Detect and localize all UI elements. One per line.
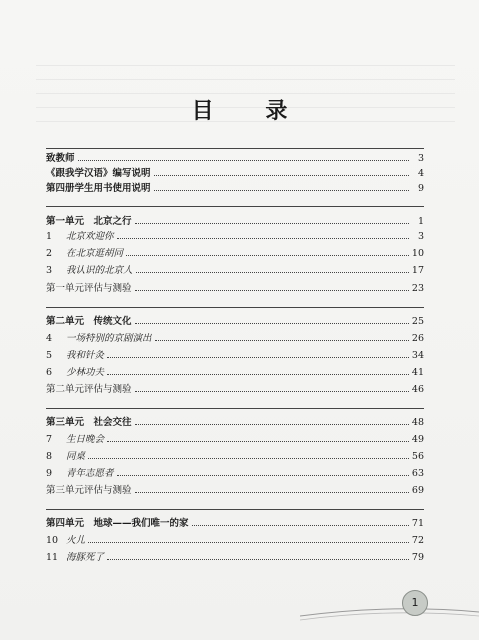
leader-dots — [135, 484, 409, 493]
toc-lesson-row[interactable] — [46, 532, 424, 546]
toc-entry-label: 致教师 — [46, 153, 75, 164]
leader-dots — [88, 450, 409, 459]
leader-dots — [135, 215, 409, 224]
toc-page-number: 72 — [411, 535, 424, 546]
lesson-number: 7 — [46, 434, 53, 445]
toc-section-row[interactable] — [46, 313, 424, 327]
leader-dots — [107, 433, 409, 442]
toc-page-number: 46 — [411, 384, 424, 395]
section-rule — [46, 307, 424, 308]
toc-lesson-row[interactable] — [46, 364, 424, 378]
toc-section-row[interactable] — [46, 213, 424, 227]
toc-entry-label: 《跟我学汉语》编写说明 — [46, 168, 151, 179]
leader-dots — [155, 332, 409, 341]
toc-lesson-row[interactable] — [46, 347, 424, 361]
leader-dots — [154, 167, 409, 176]
leader-dots — [88, 534, 409, 543]
leader-dots — [107, 366, 409, 375]
toc-page-number: 41 — [411, 367, 424, 378]
toc-page-number: 56 — [411, 451, 424, 462]
toc-section-row[interactable] — [46, 280, 424, 294]
lesson-number: 2 — [46, 248, 53, 259]
toc-page-number: 48 — [411, 417, 424, 428]
toc-entry-label: 第三单元 社会交往 — [46, 417, 132, 428]
toc-entry-label: 第四单元 地球——我们唯一的家 — [46, 518, 189, 529]
leader-dots — [135, 282, 409, 291]
leader-dots — [126, 247, 409, 256]
toc-section-row[interactable] — [46, 381, 424, 395]
leader-dots — [107, 551, 409, 560]
top-rule — [46, 148, 424, 149]
toc-entry-label: 我和针灸 — [66, 350, 105, 361]
leader-dots — [107, 349, 409, 358]
toc-page-number: 4 — [417, 168, 424, 179]
toc-entry-label: 少林功夫 — [66, 367, 105, 378]
toc-page-number: 9 — [417, 183, 424, 194]
toc-page-number: 17 — [411, 265, 424, 276]
lesson-number: 4 — [46, 333, 53, 344]
toc-page-number: 69 — [411, 485, 424, 496]
toc-entry-label: 一场特别的京剧演出 — [66, 333, 152, 344]
toc-lesson-row[interactable] — [46, 549, 424, 563]
toc-section-row[interactable] — [46, 515, 424, 529]
toc-entry-label: 第一单元 北京之行 — [46, 216, 132, 227]
toc-lesson-row[interactable] — [46, 262, 424, 276]
toc-page-number: 25 — [411, 316, 424, 327]
section-rule — [46, 206, 424, 207]
leader-dots — [135, 383, 409, 392]
leader-dots — [117, 467, 409, 476]
lesson-number: 3 — [46, 265, 53, 276]
toc-page-number: 71 — [411, 518, 424, 529]
toc-entry-label: 第二单元 传统文化 — [46, 316, 132, 327]
leader-dots — [117, 230, 409, 239]
section-rule — [46, 509, 424, 510]
toc-page-number: 23 — [411, 283, 424, 294]
toc-page-number: 34 — [411, 350, 424, 361]
toc-entry-label: 海豚死了 — [66, 552, 105, 563]
lesson-number: 6 — [46, 367, 53, 378]
lesson-number: 1 — [46, 231, 53, 242]
lesson-number: 5 — [46, 350, 53, 361]
footer-swoosh — [300, 598, 479, 628]
toc-page-number: 3 — [417, 231, 424, 242]
leader-dots — [154, 182, 409, 191]
toc-entry-label: 第一单元评估与测验 — [46, 283, 132, 294]
toc-page-number: 79 — [411, 552, 424, 563]
toc-lesson-row[interactable] — [46, 465, 424, 479]
toc-page-number: 63 — [411, 468, 424, 479]
lesson-number: 8 — [46, 451, 53, 462]
toc-entry-label: 我认识的北京人 — [66, 265, 133, 276]
toc-lesson-row[interactable] — [46, 448, 424, 462]
leader-dots — [135, 315, 409, 324]
page-title: 目 录 — [191, 99, 310, 124]
toc-page-number: 1 — [417, 216, 424, 227]
lesson-number: 9 — [46, 468, 53, 479]
section-rule — [46, 408, 424, 409]
toc-entry-label: 第四册学生用书使用说明 — [46, 183, 151, 194]
toc-section-row[interactable] — [46, 165, 424, 179]
toc-section-row[interactable] — [46, 414, 424, 428]
leader-dots — [192, 517, 409, 526]
toc-lesson-row[interactable] — [46, 431, 424, 445]
toc-entry-label: 生日晚会 — [66, 434, 105, 445]
toc-lesson-row[interactable] — [46, 330, 424, 344]
toc-entry-label: 同桌 — [66, 451, 86, 462]
toc-entry-label: 青年志愿者 — [66, 468, 114, 479]
toc-page-number: 3 — [417, 153, 424, 164]
toc-entry-label: 在北京逛胡同 — [66, 248, 124, 259]
lesson-number: 11 — [46, 552, 59, 563]
toc-section-row[interactable] — [46, 180, 424, 194]
leader-dots — [135, 416, 409, 425]
leader-dots — [78, 152, 409, 161]
toc-lesson-row[interactable] — [46, 228, 424, 242]
toc-entry-label: 第二单元评估与测验 — [46, 384, 132, 395]
page-number-badge: 1 — [402, 590, 428, 616]
toc-entry-label: 火儿 — [66, 535, 86, 546]
toc-section-row[interactable] — [46, 482, 424, 496]
toc-page-number: 10 — [411, 248, 424, 259]
toc-section-row[interactable] — [46, 150, 424, 164]
toc-page-number: 49 — [411, 434, 424, 445]
toc-page-number: 26 — [411, 333, 424, 344]
leader-dots — [136, 264, 409, 273]
toc-lesson-row[interactable] — [46, 245, 424, 259]
toc-entry-label: 北京欢迎你 — [66, 231, 114, 242]
toc-entry-label: 第三单元评估与测验 — [46, 485, 132, 496]
lesson-number: 10 — [46, 535, 59, 546]
